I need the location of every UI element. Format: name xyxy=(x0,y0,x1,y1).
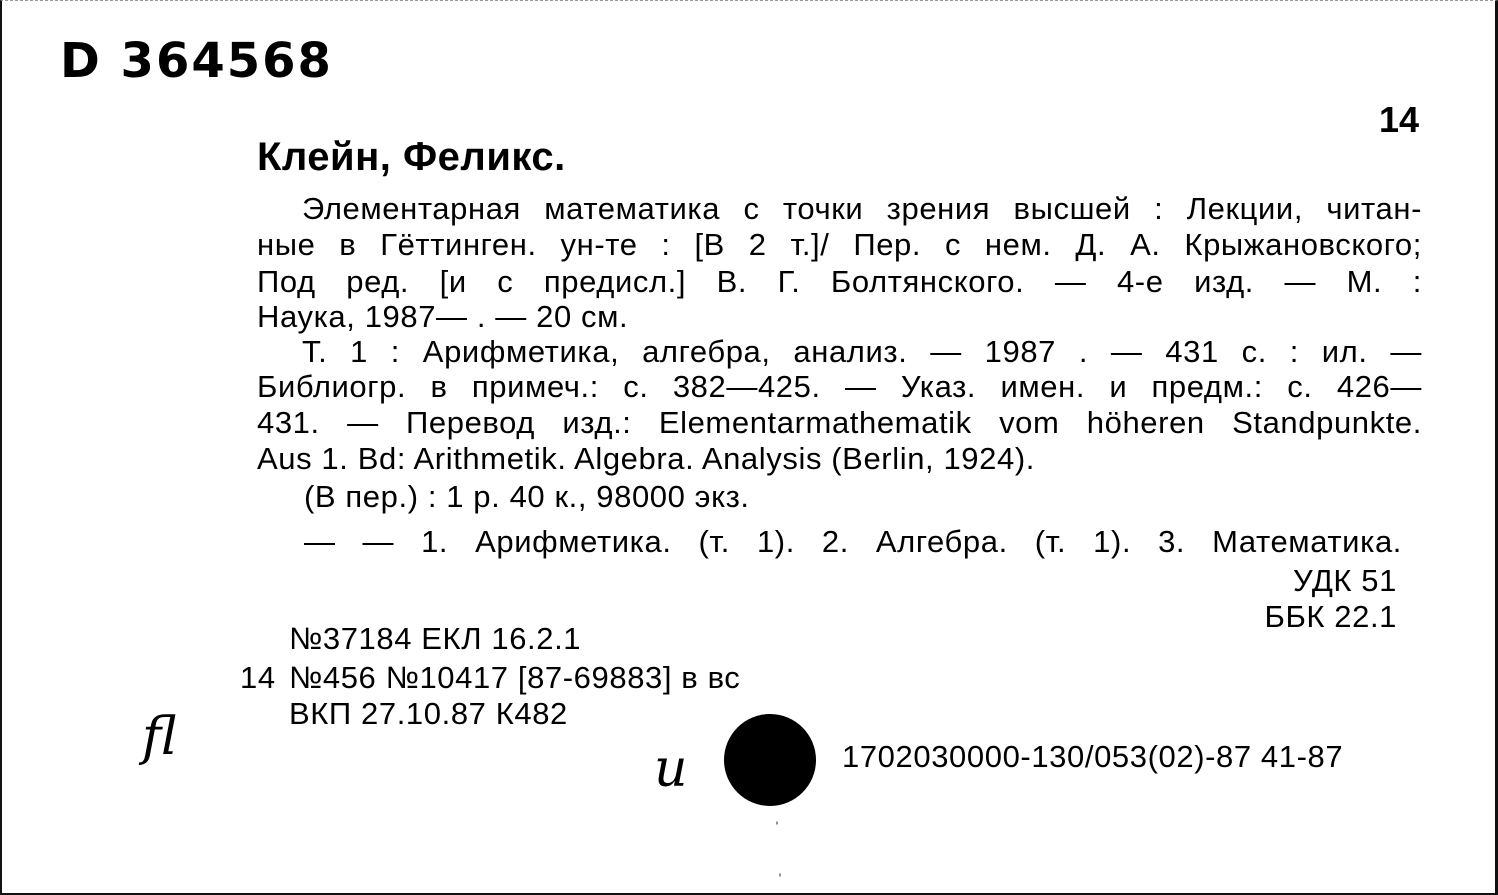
call-number: D 364568 xyxy=(60,33,333,89)
description-line-3: Под ред. [и с предисл.] В. Г. Болтянского. — 4-е изд. — М. : xyxy=(257,264,1422,299)
subjects-line: — — 1. Арифметика. (т. 1). 2. Алгебра. (т. 1). 3. Математика. xyxy=(304,524,1402,559)
price-line: (В пер.) : 1 р. 40 к., 98000 экз. xyxy=(304,479,750,514)
inventory-line-3: ВКП 27.10.87 К482 xyxy=(289,696,568,731)
author-heading: Клейн, Феликс. xyxy=(257,135,566,179)
ink-speck: ˈ xyxy=(774,819,780,839)
volume-line-2: Библиогр. в примеч.: с. 382—425. — Указ. имен. и предм.: с. 426— xyxy=(257,369,1422,404)
description-line-1: Элементарная математика с точки зрения высшей : Лекции, читан- xyxy=(302,191,1422,226)
printed-dot-marker xyxy=(724,714,816,806)
udk-code: УДК 51 xyxy=(1292,563,1397,598)
inventory-line-1: №37184 ЕКЛ 16.2.1 xyxy=(289,621,582,656)
inventory-line-2: №456 №10417 [87-69883] в вс xyxy=(289,660,741,695)
description-line-2: ные в Гёттинген. ун-те : [В 2 т.]/ Пер. с нем. Д. А. Крыжановского; xyxy=(257,227,1422,262)
card-corner-number: 14 xyxy=(1378,99,1419,140)
volume-line-3: 431. — Перевод изд.: Elementarmathematik vom höheren Standpunkte. xyxy=(257,405,1422,440)
ink-speck: ˈ xyxy=(777,871,783,891)
volume-line-4: Aus 1. Bd: Arithmetik. Algebra. Analysis (Berlin, 1924). xyxy=(257,441,1035,476)
bbk-code: ББК 22.1 xyxy=(1264,599,1397,634)
handwritten-margin-mark: ﬂ xyxy=(142,707,177,767)
inventory-line-2-prefix: 14 xyxy=(240,660,276,695)
publisher-code: 1702030000-130/053(02)-87 41-87 xyxy=(842,739,1344,774)
description-line-4: Наука, 1987— . — 20 см. xyxy=(257,299,629,334)
volume-line-1: Т. 1 : Арифметика, алгебра, анализ. — 1987 . — 431 с. : ил. — xyxy=(302,334,1422,369)
handwritten-initials: и xyxy=(654,739,688,799)
